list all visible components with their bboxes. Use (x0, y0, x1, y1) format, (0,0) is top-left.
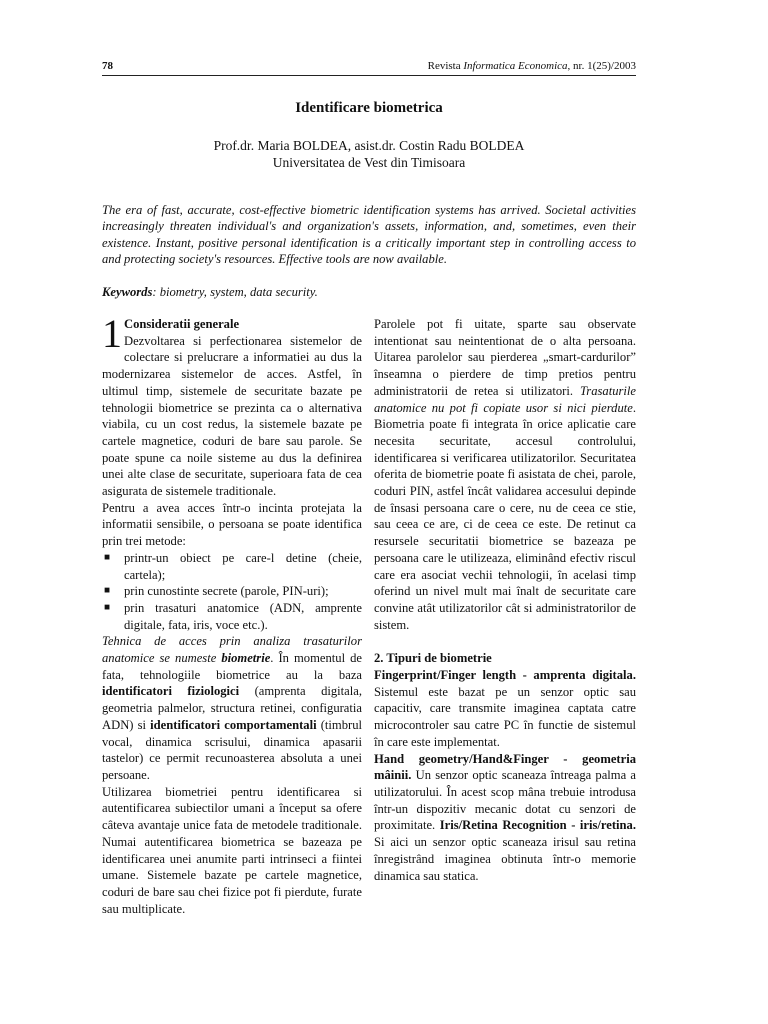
paragraph: Pentru a avea acces într-o incinta protejata la informatii sensibile, o persoana se poate identifica prin trei metode: (102, 500, 362, 549)
text-run: (timbrul vocal, dinamica scrisului, dinamica apasarii tastelor) ce permit recunoasterea absoluta a unei persoane. (102, 717, 362, 782)
section1-intro (102, 311, 362, 500)
square-bullet-icon: ■ (104, 601, 111, 613)
list-item (102, 550, 362, 583)
right-column (374, 316, 636, 884)
text-run: Sistemul este bazat pe un senzor optic sau capacitiv, care transmite imaginea captata catre microcontroler sau catre PC în functie de sistemul în care este implementat. (374, 684, 636, 749)
paragraph: Dezvoltarea si perfectionarea sistemelor de colectare si prelucrare a informatiei au dus la modernizarea sistemelor de acces. Astfel, în ultimul timp, sistemele de securitate bazate pe tehnologii biometrice se prezinta ca o alternativa viabila, cu un cost redus, la sistemele bazate pe cartele magnetice, coduri de bare sau parole. Se poate spune ca noile sisteme au dus la definirea unei alte clase de securitate, superioara fata de cea asigurata de sistemele traditionale. (102, 333, 362, 499)
keywords-text: : biometry, system, data security. (152, 285, 318, 299)
running-header (102, 60, 636, 76)
text-run: Un senzor optic scaneaza întreaga palma a utilizatorului. În acest scop mâna trebuie introdusa într-un dispozitiv mecanic dotat cu senzori de proximitate. (374, 768, 636, 833)
methods-list (102, 550, 362, 634)
list-item (102, 600, 362, 633)
bold-term: identificatori fiziologici (102, 684, 240, 699)
text-run: . În momentul de fata, tehnologiile biometrice au la baza (102, 651, 362, 682)
left-column (102, 311, 362, 917)
section2-heading: 2. Tipuri de biometrie (374, 651, 492, 666)
square-bullet-icon: ■ (104, 585, 111, 597)
paragraph (374, 751, 636, 885)
paragraph (374, 316, 636, 633)
list-item (102, 583, 362, 600)
square-bullet-icon: ■ (104, 551, 111, 563)
journal-issue: , nr. 1(25)/2003 (567, 60, 636, 72)
bold-term: Fingerprint/Finger length - amprenta digitala. (374, 668, 636, 683)
bold-term: Iris/Retina Recognition - iris/retina. (439, 818, 637, 833)
journal-citation (428, 60, 636, 72)
author-affiliation: Universitatea de Vest din Timisoara (272, 155, 466, 170)
bold-term: Hand geometry/Hand&Finger - geometria mâinii. (374, 751, 636, 783)
keywords-label: Keywords (102, 285, 153, 299)
spacer (374, 633, 636, 650)
page-number: 78 (102, 60, 113, 72)
text-run: Parolele pot fi uitate, sparte sau observate intentionat sau neintentionat de o alta persoana. Uitarea parolelor sau pierderea „smart-cardurilor” înseamna o pierdere de timp pretios pentru administratorii de retea si utilizatori. (374, 317, 636, 398)
paragraph (374, 667, 636, 751)
journal-name: Informatica Economica (463, 60, 568, 72)
bold-term: identificatori comportamentali (150, 717, 317, 732)
text-run: (amprenta digitala, geometria palmelor, structura retinei, configuratia ADN) si (102, 684, 362, 732)
journal-prefix: Revista (427, 60, 464, 72)
keywords-line (102, 284, 636, 300)
drop-cap: 1 (102, 311, 122, 356)
paragraph: Utilizarea biometriei pentru identificarea si autentificarea subiectilor umani a început sa ofere câteva avantaje unice fata de metodele traditionale. Numai autentificarea biometrica se bazeaza pe identificarea unei anumite parti intrinseci a fiintei umane. Sistemele bazate pe cartele magnetice, coduri de bare sau chei fizice pot fi pierdute, furate sau multiplicate. (102, 784, 362, 916)
author-names: Prof.dr. Maria BOLDEA, asist.dr. Costin Radu BOLDEA (213, 138, 525, 153)
bold-term: biometrie (221, 651, 271, 666)
author-block (102, 137, 636, 171)
list-item-text: prin cunostinte secrete (parole, PIN-uri); (124, 584, 329, 599)
text-run: Si aici un senzor optic scaneaza irisul sau retina înregistrând imaginea obtinuta într-o memorie dinamica sau statica. (374, 835, 636, 883)
list-item-text: printr-un obiect pe care-l detine (cheie, cartela); (124, 550, 362, 582)
text-run: . Biometria poate fi integrata în orice aplicatie care necesita securitate, accesul controlului, identificarea si verificarea utilizatorilor. Securitatea oferita de biometrie poate fi asistata de chei, parole, coduri PIN, astfel încât validarea accesului depinde de însasi persoana care o cere, nu de ceea ce stie, sau ceea ce are, ci de ceea ce este. De retinut ca resursele securitatii biometrice se bazeaza pe persoana care le utilizeaza, eliminând efectiv riscul care era asociat vechii tehnologii, în acelasi timp oferind un nivel mult mai înalt de securitate care convine atât utilizatorilor cât si administratorilor de sistem. (374, 400, 636, 632)
abstract: The era of fast, accurate, cost-effective biometric identification systems has arrived. Societal activities increasingly threaten individual's and organization's assets, information, and, sometimes, even their existence. Instant, positive personal identification is a critically important step in controlling access to and protecting society's resources. Effective tools are now available. (102, 203, 636, 267)
italic-text: Tehnica de acces prin analiza trasaturilor anatomice se numeste (102, 634, 362, 666)
section1-heading: Consideratii generale (124, 317, 240, 331)
italic-text: Trasaturile anatomice nu pot fi copiate usor si nici pierdute (374, 383, 636, 415)
paragraph (102, 633, 362, 783)
list-item-text: prin trasaturi anatomice (ADN, amprente digitale, fata, iris, voce etc.). (124, 600, 362, 632)
paper-title: Identificare biometrica (295, 100, 443, 116)
